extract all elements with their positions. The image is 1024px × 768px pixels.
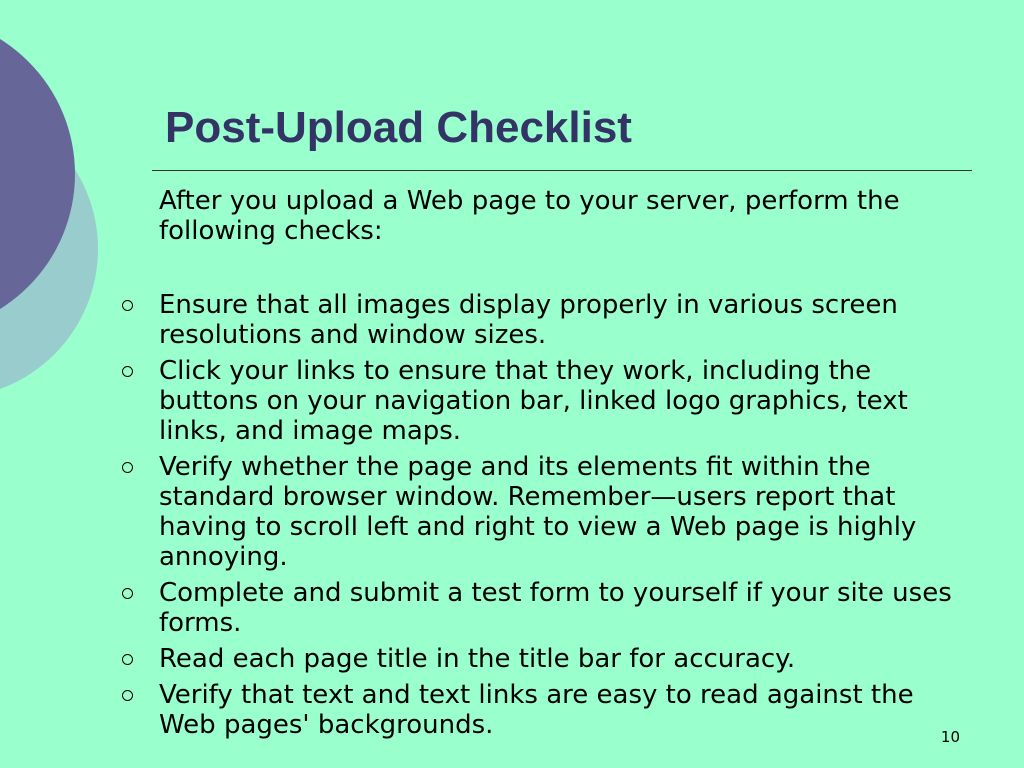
list-item [0, 356, 1024, 446]
list-item [0, 680, 1024, 740]
list-item [0, 644, 1024, 674]
slide-title: Post-Upload Checklist [165, 103, 632, 152]
page-number: 10 [940, 728, 960, 746]
bullet-icon [122, 462, 133, 473]
bullet-text: Complete and submit a test form to yourself if your site uses forms. [159, 578, 952, 638]
bullet-text: Ensure that all images display properly in various screen resolutions and window sizes. [159, 290, 898, 350]
intro-text: After you upload a Web page to your server, perform the following checks: [159, 186, 900, 246]
bullet-icon [122, 366, 133, 377]
bullet-text: Read each page title in the title bar for accuracy. [159, 644, 796, 674]
list-item [0, 452, 1024, 572]
bullet-icon [122, 588, 133, 599]
bullet-icon [122, 690, 133, 701]
bullet-icon [122, 300, 133, 311]
bullet-text: Verify whether the page and its elements fit within the standard browser window. Remember—users report that having to scroll left and right to view a Web page is highly annoying. [159, 452, 917, 572]
bullet-list [0, 290, 1024, 746]
bullet-text: Verify that text and text links are easy to read against the Web pages' backgrounds. [159, 680, 914, 740]
list-item [0, 578, 1024, 638]
bullet-text: Click your links to ensure that they work, including the buttons on your navigation bar, linked logo graphics, text links, and image maps. [159, 356, 908, 446]
title-divider [152, 170, 972, 171]
bullet-icon [122, 654, 133, 665]
list-item [0, 290, 1024, 350]
